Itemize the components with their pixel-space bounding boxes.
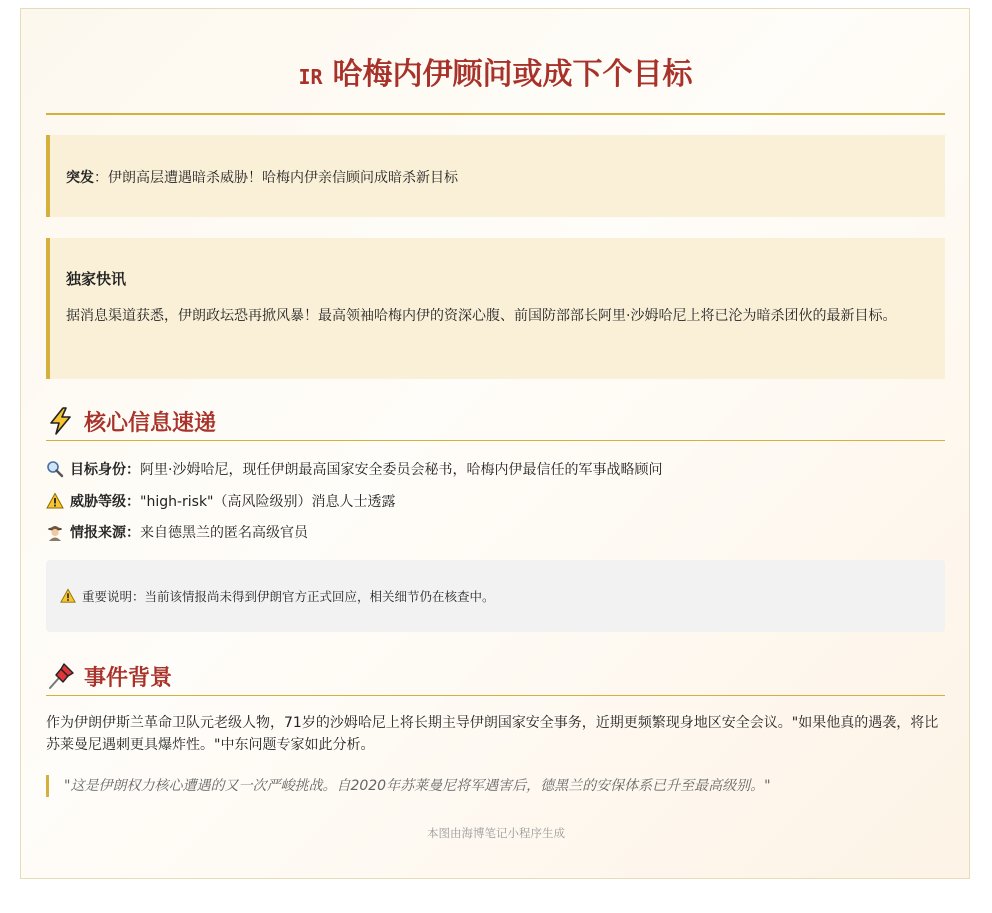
background-section-header (46, 657, 945, 696)
info-item-threat (46, 491, 396, 511)
important-note (46, 560, 945, 632)
breaking-alert (46, 135, 945, 217)
core-info-heading: 核心信息速递 (84, 410, 217, 436)
exclusive-heading: 独家快讯 (66, 270, 127, 288)
exclusive-text: 据消息渠道获悉，伊朗政坛恐再掀风暴！最高领袖哈梅内伊的资深心腹、前国防部部长阿里·沙姆哈尼上将已沦为暗杀团伙的最新目标。 (66, 308, 897, 324)
article-card (20, 8, 970, 879)
info-item-target (46, 459, 662, 479)
detective-icon (46, 523, 64, 541)
lightning-icon (46, 406, 76, 436)
info-label: 目标身份： (70, 462, 140, 478)
info-item-source (46, 522, 308, 542)
warning-icon (60, 588, 76, 604)
info-label: 情报来源： (70, 525, 140, 541)
alert-text: 伊朗高层遭遇暗杀威胁！哈梅内伊亲信顾问成暗杀新目标 (108, 170, 458, 186)
pushpin-icon (46, 661, 76, 691)
page-title (298, 57, 692, 92)
footer-credit: 本图由海博笔记小程序生成 (427, 826, 565, 840)
warning-icon (46, 492, 64, 510)
background-heading: 事件背景 (84, 665, 173, 691)
expert-quote: "这是伊朗权力核心遭遇的又一次严峻挑战。自2020年苏莱曼尼将军遇害后，德黑兰的安保体系已升至最高级别。" (46, 775, 944, 797)
info-value: 来自德黑兰的匿名高级官员 (140, 525, 308, 541)
exclusive-box (46, 238, 945, 379)
info-label: 威胁等级： (70, 494, 140, 510)
info-value: 阿里·沙姆哈尼，现任伊朗最高国家安全委员会秘书，哈梅内伊最信任的军事战略顾问 (140, 462, 663, 478)
title-bar (46, 53, 945, 115)
info-value: "high-risk"（高风险级别）消息人士透露 (140, 494, 396, 510)
iran-flag-icon: IR (298, 65, 323, 89)
core-info-section-header (46, 402, 945, 441)
alert-label: 突发 (66, 170, 94, 186)
title-text: 哈梅内伊顾问或成下个目标 (332, 57, 693, 92)
alert-separator: ： (94, 170, 108, 186)
background-paragraph: 作为伊朗伊斯兰革命卫队元老级人物，71岁的沙姆哈尼上将长期主导伊朗国家安全事务，近期更频繁现身地区安全会议。"如果他真的遇袭，将比苏莱曼尼遇刺更具爆炸性。"中东问题专家如此分析。 (46, 715, 939, 753)
note-text: 重要说明：当前该情报尚未得到伊朗官方正式回应，相关细节仍在核查中。 (82, 589, 495, 604)
magnifier-icon (46, 460, 64, 478)
